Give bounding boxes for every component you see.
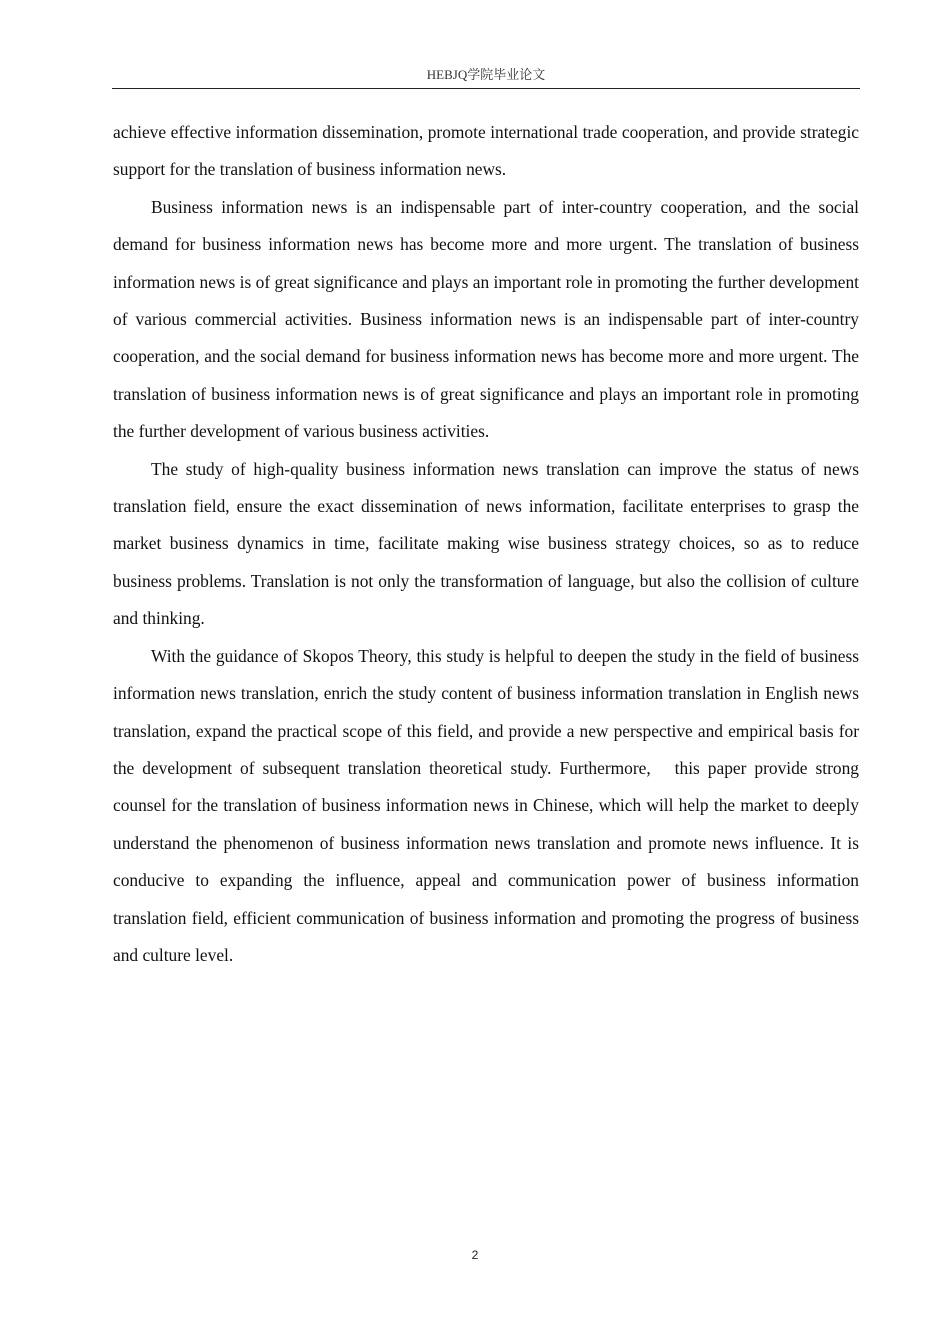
paragraph-business-news-importance: Business information news is an indispensable part of inter-country cooperation, and the social demand for business information news has become more and more urgent. The translation of business information news is of great significance and plays an important role in promoting the further development of various commercial activities. Business information news is an indispensable part of inter-country cooperation, and the social demand for business information news has become more and more urgent. The translation of business information news is of great significance and plays an important role in promoting the further development of various business activities. <box>113 196 859 442</box>
header-title: HEBJQ学院毕业论文 <box>426 67 546 82</box>
paragraph-skopos-theory: With the guidance of Skopos Theory, this study is helpful to deepen the study in the field of business information news translation, enrich the study content of business information translation in English news translation, expand the practical scope of this field, and provide a new perspective and empirical basis for the development of subsequent translation theoretical study. Furthermore, this paper provide strong counsel for the translation of business information news in Chinese, which will help the market to deeply understand the phenomenon of business information news translation and promote news influence. It is conducive to expanding the influence, appeal and communication power of business information translation field, efficient communication of business information and promoting the progress of business and culture level. <box>113 645 859 965</box>
document-body <box>113 114 859 974</box>
page-number: 2 <box>471 1248 479 1262</box>
paragraph-continuation: achieve effective information dissemination, promote international trade cooperation, and provide strategic support for the translation of business information news. <box>113 122 859 180</box>
paragraph-quality-translation: The study of high-quality business information news translation can improve the status of news translation field, ensure the exact dissemination of news information, facilitate enterprises to grasp the market business dynamics in time, facilitate making wise business strategy choices, so as to reduce business problems. Translation is not only the transformation of language, but also the collision of culture and thinking. <box>113 458 859 629</box>
page-header <box>112 66 860 89</box>
